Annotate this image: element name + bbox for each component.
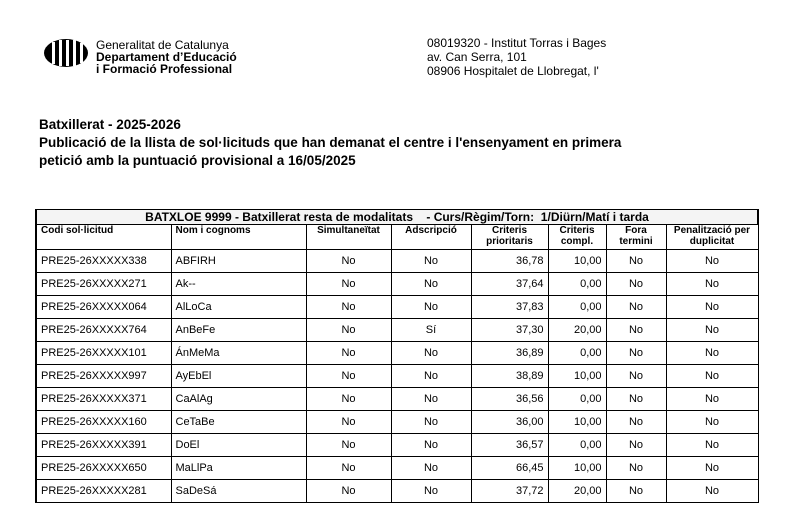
table-cell: No [606,296,666,319]
table-cell: No [666,319,758,342]
table-cell: No [306,319,391,342]
table-cell: PRE25-26XXXXX281 [36,480,171,503]
table-cell: No [606,319,666,342]
table-cell: MaLlPa [171,457,306,480]
table-cell: Sí [391,319,471,342]
table-cell: CaAlAg [171,388,306,411]
table-cell: 10,00 [548,411,606,434]
org-line2: Departament d’Educació [96,50,237,64]
table-cell: ÁnMeMa [171,342,306,365]
column-header: Codi sol·licitud [36,225,171,250]
table-cell: 0,00 [548,434,606,457]
table-cell: No [306,296,391,319]
table-row [36,296,758,319]
table-cell: CeTaBe [171,411,306,434]
table-cell: PRE25-26XXXXX391 [36,434,171,457]
table-cell: 20,00 [548,319,606,342]
table-row [36,434,758,457]
table-cell: No [606,250,666,273]
table-cell: No [306,342,391,365]
table-cell: PRE25-26XXXXX371 [36,388,171,411]
table-cell: No [666,457,758,480]
table-row [36,250,758,273]
table-cell: No [666,365,758,388]
table-row [36,457,758,480]
table-cell: 36,56 [471,388,548,411]
title-line3: petició amb la puntuació provisional a 16/05/2025 [39,153,356,168]
table-cell: SaDeSá [171,480,306,503]
table-cell: No [606,457,666,480]
address-line: 08019320 - Institut Torras i Bages [427,36,607,50]
table-cell: No [606,411,666,434]
table-cell: DoEl [171,434,306,457]
table-cell: No [666,411,758,434]
column-header: Simultaneïtat [306,225,391,250]
table-cell: No [306,457,391,480]
table-cell: No [391,342,471,365]
table-cell: No [391,411,471,434]
table-cell: Ak-- [171,273,306,296]
table-cell: No [306,250,391,273]
table-row [36,411,758,434]
table-cell: PRE25-26XXXXX650 [36,457,171,480]
table-cell: AyEbEl [171,365,306,388]
address-line: av. Can Serra, 101 [427,50,527,64]
table-row [36,342,758,365]
table-cell: 20,00 [548,480,606,503]
table-cell: 0,00 [548,388,606,411]
table-row [36,388,758,411]
column-header: Criteris compl. [548,225,606,250]
organization-name [96,39,237,75]
table-cell: No [391,434,471,457]
table-cell: No [666,388,758,411]
table-cell: 10,00 [548,250,606,273]
table-cell: 0,00 [548,273,606,296]
table-cell: 10,00 [548,365,606,388]
generalitat-logo-icon [42,38,90,68]
table-cell: 10,00 [548,457,606,480]
table-cell: No [391,273,471,296]
table-cell: No [606,273,666,296]
table-cell: No [391,388,471,411]
table-cell: No [391,250,471,273]
table-cell: No [606,342,666,365]
column-header: Penalització per duplicitat [666,225,758,250]
table-cell: PRE25-26XXXXX160 [36,411,171,434]
table-cell: No [666,434,758,457]
table-cell: No [666,296,758,319]
table-cell: AnBeFe [171,319,306,342]
table-cell: No [606,434,666,457]
table-cell: No [606,480,666,503]
table-caption: BATXLOE 9999 - Batxillerat resta de modalitats - Curs/Règim/Torn: 1/Diürn/Matí i tarda [36,210,758,225]
school-address [427,36,606,78]
table-cell: No [666,342,758,365]
applications-table [35,209,759,503]
table-cell: PRE25-26XXXXX064 [36,296,171,319]
column-header: Adscripció [391,225,471,250]
table-cell: PRE25-26XXXXX271 [36,273,171,296]
table-cell: No [306,388,391,411]
table-cell: No [306,273,391,296]
table-cell: 37,72 [471,480,548,503]
column-header: Fora termini [606,225,666,250]
table-cell: 36,89 [471,342,548,365]
table-cell: 36,00 [471,411,548,434]
table-cell: 37,83 [471,296,548,319]
document-title [39,116,621,170]
table-cell: No [666,273,758,296]
table-cell: 38,89 [471,365,548,388]
table-cell: No [306,434,391,457]
table-row [36,365,758,388]
table-cell: No [391,480,471,503]
table-cell: PRE25-26XXXXX101 [36,342,171,365]
address-line: 08906 Hospitalet de Llobregat, l' [427,64,599,78]
table-cell: PRE25-26XXXXX764 [36,319,171,342]
table-cell: No [306,411,391,434]
table-cell: 37,30 [471,319,548,342]
org-line3: i Formació Professional [96,62,233,76]
column-header: Nom i cognoms [171,225,306,250]
table-cell: No [306,365,391,388]
table-cell: No [666,250,758,273]
table-cell: PRE25-26XXXXX997 [36,365,171,388]
table-row [36,480,758,503]
table-cell: No [306,480,391,503]
table-cell: 66,45 [471,457,548,480]
table-cell: 0,00 [548,342,606,365]
table-cell: 36,57 [471,434,548,457]
table-cell: No [391,457,471,480]
table-cell: 36,78 [471,250,548,273]
table-row [36,319,758,342]
table-cell: ABFIRH [171,250,306,273]
table-cell: No [606,388,666,411]
column-header: Criteris prioritaris [471,225,548,250]
table-row [36,273,758,296]
table-cell: No [666,480,758,503]
table-cell: PRE25-26XXXXX338 [36,250,171,273]
table-cell: 37,64 [471,273,548,296]
table-cell: 0,00 [548,296,606,319]
title-line1: Batxillerat - 2025-2026 [39,117,181,132]
table-cell: No [391,296,471,319]
title-line2: Publicació de la llista de sol·licituds que han demanat el centre i l'ensenyament en primera [39,135,622,150]
table-cell: AlLoCa [171,296,306,319]
table-cell: No [391,365,471,388]
table-cell: No [606,365,666,388]
org-line1: Generalitat de Catalunya [96,38,229,52]
